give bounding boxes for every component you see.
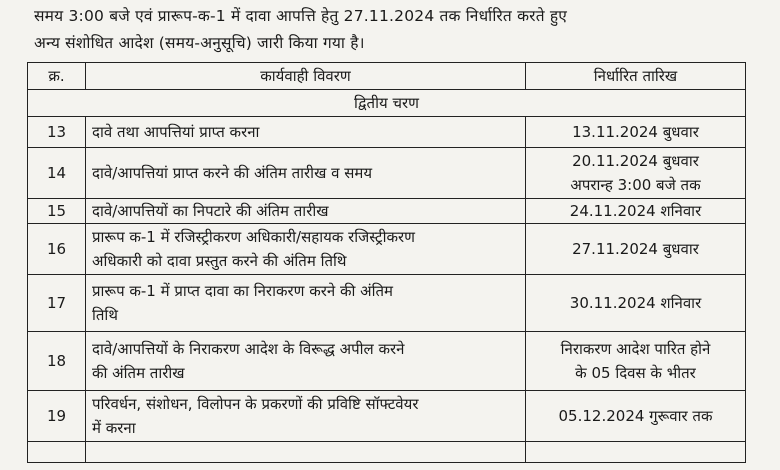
row-description: दावे तथा आपत्तियां प्राप्त करना bbox=[86, 117, 526, 148]
row-date: 30.11.2024 शनिवार bbox=[526, 275, 746, 332]
intro-line-1: समय 3:00 बजे एवं प्रारूप-क-1 में दावा आपत्ति हेतु 27.11.2024 तक निर्धारित करते हुए bbox=[34, 7, 568, 25]
table-row bbox=[28, 332, 746, 391]
row-description: प्रारूप क-1 में रजिस्ट्रीकरण अधिकारी/सहायक रजिस्ट्रीकरण अधिकारी को दावा प्रस्तुत करने की अंतिम तिथि bbox=[86, 224, 526, 275]
col-header-description: कार्यवाही विवरण bbox=[86, 63, 526, 90]
table-row bbox=[28, 391, 746, 442]
row-description: दावे/आपत्तियों का निपटारे की अंतिम तारीख bbox=[86, 199, 526, 224]
col-header-date: निर्धारित तारिख bbox=[526, 63, 746, 90]
row-date bbox=[526, 442, 746, 463]
row-number: 19 bbox=[28, 391, 86, 442]
table-row bbox=[28, 199, 746, 224]
table-row-partial bbox=[28, 442, 746, 463]
row-date: 20.11.2024 बुधवार अपरान्ह 3:00 बजे तक bbox=[526, 148, 746, 199]
phase-row bbox=[28, 90, 746, 117]
intro-text bbox=[34, 3, 774, 57]
row-date: निराकरण आदेश पारित होने के 05 दिवस के भीतर bbox=[526, 332, 746, 391]
row-number: 18 bbox=[28, 332, 86, 391]
row-description: दावे/आपत्तियों के निराकरण आदेश के विरूद्ध अपील करने की अंतिम तारीख bbox=[86, 332, 526, 391]
row-number: 16 bbox=[28, 224, 86, 275]
table-row bbox=[28, 224, 746, 275]
intro-line-2: अन्य संशोधित आदेश (समय-अनुसूचि) जारी किया गया है। bbox=[34, 34, 365, 52]
table-header-row bbox=[28, 63, 746, 90]
row-description: प्रारूप क-1 में प्राप्त दावा का निराकरण करने की अंतिम तिथि bbox=[86, 275, 526, 332]
table-row bbox=[28, 148, 746, 199]
row-date: 24.11.2024 शनिवार bbox=[526, 199, 746, 224]
row-number bbox=[28, 442, 86, 463]
row-date: 13.11.2024 बुधवार bbox=[526, 117, 746, 148]
row-description: परिवर्धन, संशोधन, विलोपन के प्रकरणों की प्रविष्टि सॉफ्टवेयर में करना bbox=[86, 391, 526, 442]
row-description: दावे/आपत्तियां प्राप्त करने की अंतिम तारीख व समय bbox=[86, 148, 526, 199]
row-description bbox=[86, 442, 526, 463]
table-row bbox=[28, 275, 746, 332]
row-number: 14 bbox=[28, 148, 86, 199]
table-row bbox=[28, 117, 746, 148]
row-number: 13 bbox=[28, 117, 86, 148]
row-date: 05.12.2024 गुरूवार तक bbox=[526, 391, 746, 442]
row-number: 17 bbox=[28, 275, 86, 332]
row-date: 27.11.2024 बुधवार bbox=[526, 224, 746, 275]
phase-label: द्वितीय चरण bbox=[28, 90, 746, 117]
col-header-serial: क्र. bbox=[28, 63, 86, 90]
row-number: 15 bbox=[28, 199, 86, 224]
schedule-table bbox=[27, 62, 746, 463]
